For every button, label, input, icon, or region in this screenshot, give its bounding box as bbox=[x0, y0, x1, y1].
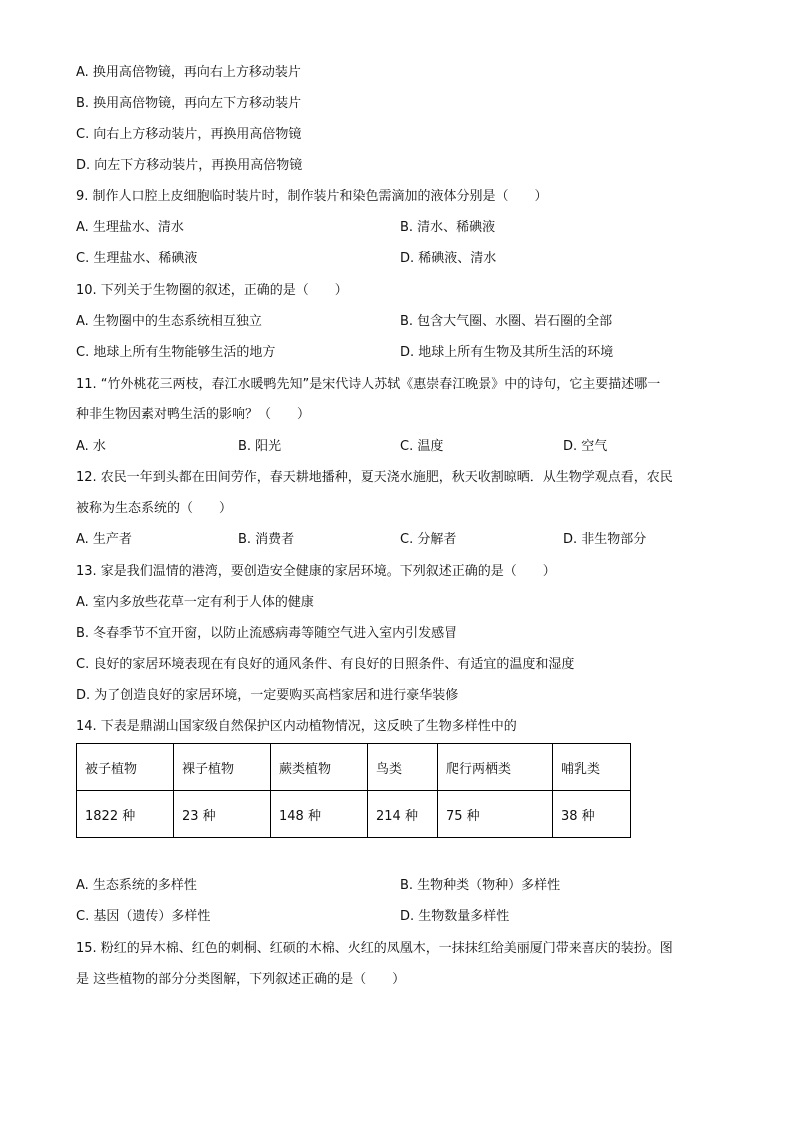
table-header-row bbox=[77, 744, 631, 791]
table-header-cell: 鸟类 bbox=[368, 744, 438, 791]
table-header-cell: 蕨类植物 bbox=[271, 744, 368, 791]
q10-option-b: B. 包含大气圈、水圈、岩石圈的全部 bbox=[400, 314, 613, 329]
q12-stem-line2: 被称为生态系统的（ ） bbox=[76, 501, 233, 516]
table-header-cell: 爬行两栖类 bbox=[438, 744, 553, 791]
q9-option-c: C. 生理盐水、稀碘液 bbox=[76, 251, 198, 266]
table-cell: 214 种 bbox=[368, 791, 438, 838]
q8-option-d: D. 向左下方移动装片，再换用高倍物镜 bbox=[76, 158, 303, 173]
table-header-cell: 哺乳类 bbox=[553, 744, 631, 791]
q15-stem-line1: 15. 粉红的异木棉、红色的刺桐、红硕的木棉、火红的凤凰木，一抹抹红给美丽厦门带来喜庆的装扮。图 bbox=[76, 941, 673, 956]
q11-stem-line2: 种非生物因素对鸭生活的影响？（ ） bbox=[76, 407, 311, 422]
q12-option-d: D. 非生物部分 bbox=[563, 532, 647, 547]
table-cell: 75 种 bbox=[438, 791, 553, 838]
q11-option-c: C. 温度 bbox=[400, 439, 444, 454]
table-header-cell: 被子植物 bbox=[77, 744, 174, 791]
species-table bbox=[76, 743, 631, 838]
table-cell: 148 种 bbox=[271, 791, 368, 838]
table-cell: 23 种 bbox=[174, 791, 271, 838]
q10-option-a: A. 生物圈中的生态系统相互独立 bbox=[76, 314, 262, 329]
q9-stem: 9. 制作人口腔上皮细胞临时装片时，制作装片和染色需滴加的液体分别是（ ） bbox=[76, 189, 548, 204]
q12-stem-line1: 12. 农民一年到头都在田间劳作，春天耕地播种，夏天浇水施肥，秋天收割晾晒．从生物学观点看，农民 bbox=[76, 470, 673, 485]
q13-stem: 13. 家是我们温情的港湾，要创造安全健康的家居环境。下列叙述正确的是（ ） bbox=[76, 564, 556, 579]
q9-option-a: A. 生理盐水、清水 bbox=[76, 220, 184, 235]
q14-option-a: A. 生态系统的多样性 bbox=[76, 878, 197, 893]
q11-option-a: A. 水 bbox=[76, 439, 106, 454]
table-cell: 38 种 bbox=[553, 791, 631, 838]
q8-option-c: C. 向右上方移动装片，再换用高倍物镜 bbox=[76, 127, 302, 142]
q9-option-b: B. 清水、稀碘液 bbox=[400, 220, 496, 235]
q12-option-c: C. 分解者 bbox=[400, 532, 457, 547]
q14-option-b: B. 生物种类（物种）多样性 bbox=[400, 878, 561, 893]
q13-option-d: D. 为了创造良好的家居环境，一定要购买高档家居和进行豪华装修 bbox=[76, 688, 459, 703]
q11-option-b: B. 阳光 bbox=[238, 439, 282, 454]
q10-option-d: D. 地球上所有生物及其所生活的环境 bbox=[400, 345, 614, 360]
q14-option-c: C. 基因（遗传）多样性 bbox=[76, 909, 211, 924]
q13-option-c: C. 良好的家居环境表现在有良好的通风条件、有良好的日照条件、有适宜的温度和湿度 bbox=[76, 657, 575, 672]
q13-option-a: A. 室内多放些花草一定有利于人体的健康 bbox=[76, 595, 314, 610]
q11-stem-line1: 11. “竹外桃花三两枝，春江水暖鸭先知”是宋代诗人苏轼《惠崇春江晚景》中的诗句，它主要描述哪一 bbox=[76, 377, 661, 392]
q9-option-d: D. 稀碘液、清水 bbox=[400, 251, 497, 266]
table-row bbox=[77, 791, 631, 838]
q15-stem-line2: 是 这些植物的部分分类图解，下列叙述正确的是（ ） bbox=[76, 972, 406, 987]
q12-option-b: B. 消费者 bbox=[238, 532, 295, 547]
q11-option-d: D. 空气 bbox=[563, 439, 608, 454]
q12-option-a: A. 生产者 bbox=[76, 532, 132, 547]
q14-stem: 14. 下表是鼎湖山国家级自然保护区内动植物情况，这反映了生物多样性中的 bbox=[76, 719, 517, 734]
q8-option-b: B. 换用高倍物镜，再向左下方移动装片 bbox=[76, 96, 302, 111]
table-cell: 1822 种 bbox=[77, 791, 174, 838]
table-header-cell: 裸子植物 bbox=[174, 744, 271, 791]
q10-stem: 10. 下列关于生物圈的叙述，正确的是（ ） bbox=[76, 283, 348, 298]
q8-option-a: A. 换用高倍物镜，再向右上方移动装片 bbox=[76, 65, 301, 80]
q14-option-d: D. 生物数量多样性 bbox=[400, 909, 510, 924]
q10-option-c: C. 地球上所有生物能够生活的地方 bbox=[76, 345, 276, 360]
q13-option-b: B. 冬春季节不宜开窗，以防止流感病毒等随空气进入室内引发感冒 bbox=[76, 626, 458, 641]
